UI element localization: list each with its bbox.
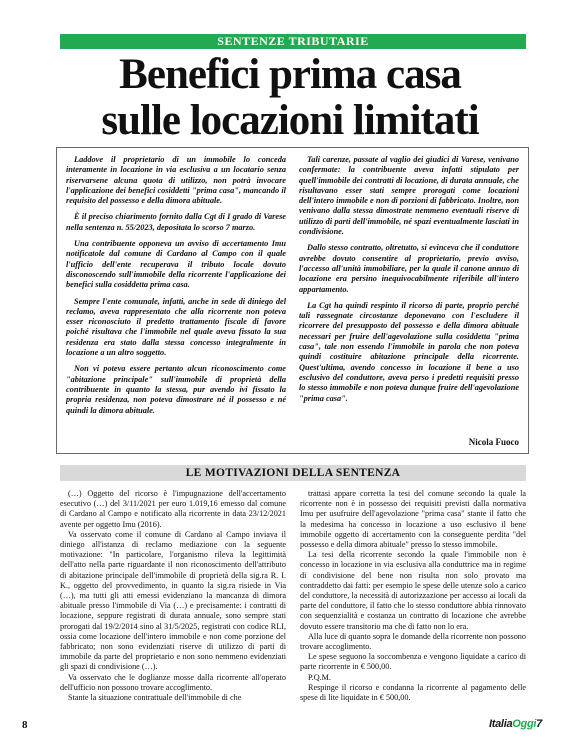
- headline-line-2: sulle locazioni limitati: [101, 97, 479, 144]
- paragraph: Non vi poteva essere pertanto alcun riconoscimento come "abitazione principale" sull'immobile di proprietà della contribuente in quanto la stessa, pur avendo ivi fissato la propria residenza, non poteva dimostrare né il possesso e né quindi la dimora abituale.: [66, 364, 286, 415]
- paragraph: È il preciso chiarimento fornito dalla Cgt di I grado di Varese nella sentenza n. 55/2023, depositata lo scorso 7 marzo.: [66, 212, 286, 232]
- paragraph: (…) Oggetto del ricorso è l'impugnazione dell'accertamento esecutivo (…) del 3/11/2021 per euro 1.019,16 emesso dal comune di Cardano al Campo e notificato alla ricorrente in data 23/12/2021 avente per oggetto Imu (2016).: [60, 489, 286, 529]
- paragraph: Respinge il ricorso e condanna la ricorrente al pagamento delle spese di lite liquidate in € 500,00.: [300, 682, 526, 703]
- ruling-column-right: [300, 489, 526, 703]
- logo-part-oggi: Oggi: [512, 718, 537, 730]
- ruling-column-left: [60, 489, 286, 703]
- paragraph: Le spese seguono la soccombenza e vengono liquidate a carico di parte ricorrente in € 500,00.: [300, 652, 526, 672]
- headline-line-1: Benefici prima casa: [119, 51, 461, 98]
- logo-part-italia: Italia: [489, 718, 513, 730]
- logo-part-seven: 7: [536, 718, 542, 730]
- paragraph: Sempre l'ente comunale, infatti, anche in sede di diniego del reclamo, aveva rappresentato che alla ricorrente non poteva esser riconosciuto il predetto trattamento fiscale di favore poiché risultava che l'immobile nel quale aveva fissato la sua residenza era stato dalla stessa concesso integralmente in locazione a un altro soggetto.: [66, 296, 286, 358]
- section-label: SENTENZE TRIBUTARIE: [60, 34, 526, 49]
- paragraph: Laddove il proprietario di un immobile lo conceda interamente in locazione in via esclusiva a un locatario senza riservarsene alcuna quota di utilizzo, non potrà invocare l'applicazione dei benefici cosiddetti "prima casa", mancando il requisito del possesso e della dimora abituale.: [66, 155, 286, 206]
- paragraph: La Cgt ha quindi respinto il ricorso di parte, proprio perché tali rassegnate circostanze deponevano con l'escludere il ricorrere del presupposto del possesso e della dimora abituale necessari per fruire dell'agevolazione sulla cosiddetta "prima casa", tale non essendo l'immobile in parola che non poteva quindi costituire abitazione principale della ricorrente. Quest'ultima, avendo concesso in locazione il bene a uso esclusivo del conduttore, aveva perso i predetti requisiti presso lo stesso immobile e non poteva dunque fruire dell'agevolazione "prima casa".: [299, 300, 519, 403]
- paragraph: Stante la situazione contrattuale dell'immobile di che: [68, 693, 242, 703]
- paragraph: Va osservato come il comune di Cardano al Campo inviava il diniego all'istanza di reclamo mediazione con la seguente motivazione: "In particolare, l'organismo rileva la legittimità dell'atto nella parte riguardante il non riconoscimento dell'attributo di abitazione principale dell'immobile di proprietà della sig.ra R. I. K., oggetto del provvedimento, in quanto la sig.ra risiede in Via (…), ma tutti gli atti emessi evidenziano la mancanza di dimora abituale presso l'immobile di Via (…) e precisamente: i contratti di locazione, seppure registrati di durata annuale, sono sempre stati prorogati dal 19/2/2014 sino al 31/5/2025, registrati con codice RLI, ossia come locazione dell'intero immobile e non come porzione del fabbricato; non sono evidenziati riserve di utilizzo di parti di immobile da parte del proprietario e non sono nemmeno evidenziati gli spazi di condivisione (…).: [60, 529, 286, 672]
- article-column-left: [66, 155, 286, 422]
- paragraph: trattasi appare corretta la tesi del comune secondo la quale la ricorrente non è in possesso dei requisiti previsti dalla normativa Imu per usufruire dell'agevolazione "prima casa" stante il fatto che la medesima ha concesso in locazione a uso esclusivo il bene immobile oggetto di accertamento con la conseguente perdita "del possesso e della dimora abituale" presso lo stesso immobile.: [300, 489, 526, 550]
- article-box: [56, 147, 529, 454]
- paragraph: Alla luce di quanto sopra le domande della ricorrente non possono trovare accoglimento.: [300, 631, 526, 652]
- paragraph: Tali carenze, passate al vaglio dei giudici di Varese, venivano confermate: la contribuente aveva infatti stipulato per quell'immobile dei contratti di locazione, di durata annuale, che risultavano esser stati sempre prorogati come locazioni dell'intero immobile e non di porzioni di fabbricato. Inoltre, non venivano dalla stessa dimostrate nemmeno eventuali riserve di utilizzo di parti dell'immobile, né spazi eventualmente lasciati in condivisione.: [299, 155, 519, 237]
- publication-logo: [489, 718, 542, 730]
- paragraph: La tesi della ricorrente secondo la quale l'immobile non è concesso in locazione in via esclusiva alla conduttrice ma in regime di condivisione del bene non risulta non solo provato ma contraddetto dai fatti: per esempio le spese delle utenze solo a carico del conduttore, la necessità di autorizzazione per accesso ai locali da parte del conduttore, il fatto che lo stesso conduttore abbia rinnovato con sequenzialità e costanza un contratto di locazione che avrebbe dovuto essere transitorio ma che di fatto non lo era.: [300, 550, 526, 631]
- paragraph: Una contribuente opponeva un avviso di accertamento Imu notificatole dal comune di Cardano al Campo con il quale l'ufficio dell'ente recuperava il tributo locale dovuto disconoscendo sull'immobile della ricorrente l'applicazione dei benefici sulla cosiddetta prima casa.: [66, 239, 286, 290]
- article-column-right: [299, 155, 519, 410]
- paragraph: P.Q.M.: [308, 672, 331, 682]
- paragraph: Dallo stesso contratto, oltretutto, si evinceva che il conduttore avrebbe dovuto consentire al proprietario, previo avviso, l'accesso all'unità immobiliare, per la quale il canone annuo di locazione era persino inequivocabilmente riferibile all'intero appartamento.: [299, 243, 519, 294]
- page-number: 8: [22, 719, 28, 731]
- paragraph: Va osservato che le doglianze mosse dalla ricorrente all'operato dell'ufficio non possono trovare accoglimento.: [60, 672, 286, 692]
- author-signature: Nicola Fuoco: [468, 437, 519, 447]
- subsection-title: LE MOTIVAZIONI DELLA SENTENZA: [60, 465, 526, 481]
